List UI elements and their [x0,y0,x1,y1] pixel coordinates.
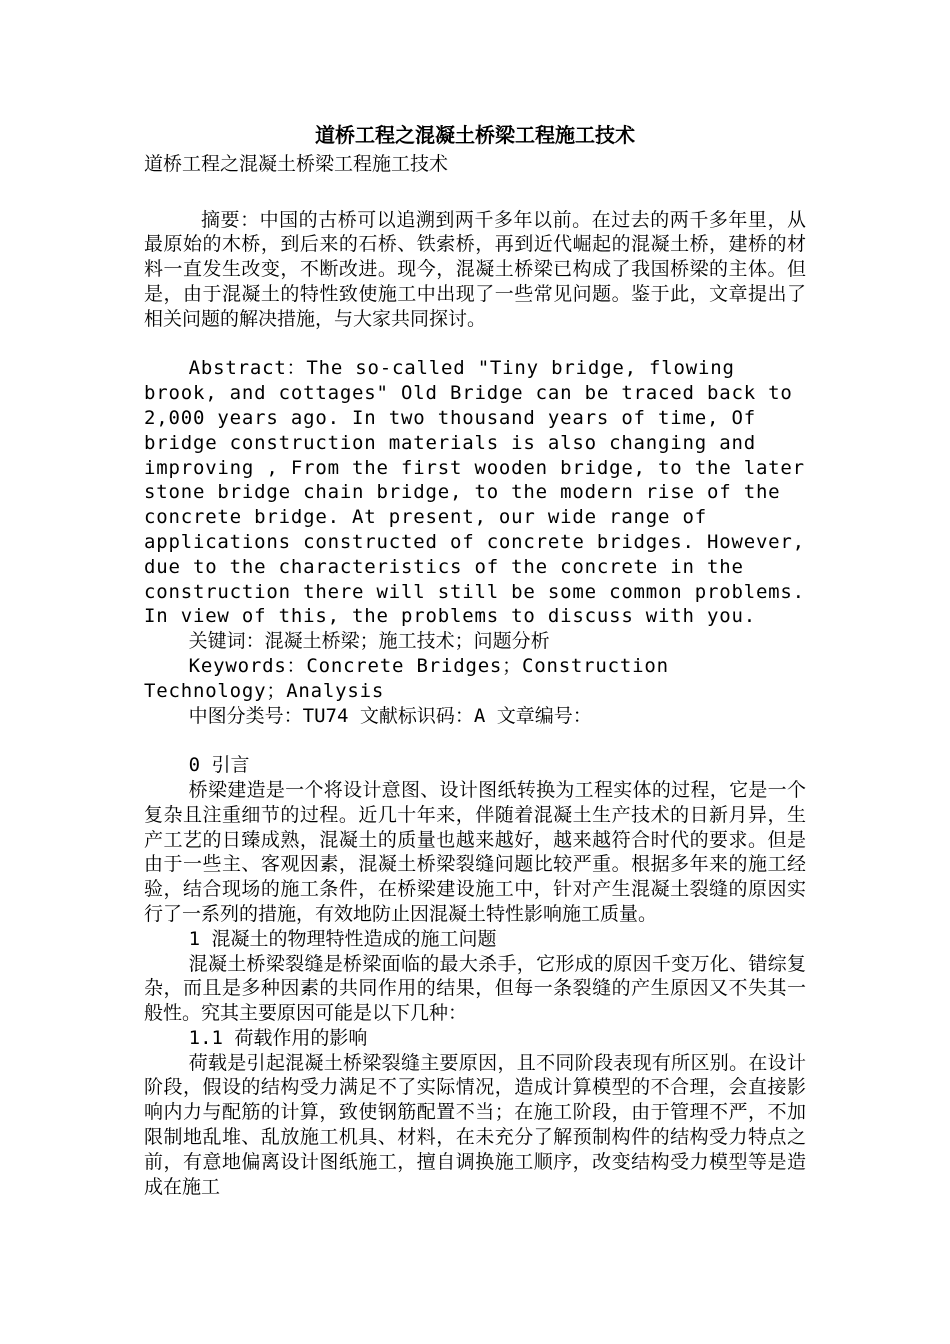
section-1-1-heading: 1.1 荷载作用的影响 [188,1026,368,1049]
spacer [144,332,806,357]
keywords-chinese: 关键词：混凝土桥梁；施工技术；问题分析 [188,630,550,653]
abstract-english: Abstract：The so-called "Tiny bridge, flowing brook, and cottages" Old Bridge can be traced back to 2,000 years ago. In two thousand years of time, Of bridge construction materials is also changing and improving , From the first wooden bridge, to the later stone bridge chain bridge, to the modern rise of the concrete bridge. At present, our wide range of applications constructed of concrete bridges. However, due to the characteristics of the concrete in the construction there will still be some common problems. In view of this, the problems to discuss with you. [144,357,805,628]
document-page [144,118,806,1199]
section-0-paragraph: 桥梁建造是一个将设计意图、设计图纸转换为工程实体的过程，它是一个复杂且注重细节的过程。近几十年来，伴随着混凝土生产技术的日新月异，生产工艺的日臻成熟，混凝土的质量也越来越好，越来越符合时代的要求。但是由于一些主、客观因素，混凝土桥梁裂缝问题比较严重。根据多年来的施工经验，结合现场的施工条件，在桥梁建设施工中，针对产生混凝土裂缝的原因实行了一系列的措施，有效地防止因混凝土特性影响施工质量。 [144,778,806,925]
spacer [144,728,806,753]
section-1-1-paragraph: 荷载是引起混凝土桥梁裂缝主要原因，且不同阶段表现有所区别。在设计阶段，假设的结构受力满足不了实际情况，造成计算模型的不合理，会直接影响内力与配筋的计算，致使钢筋配置不当；在施工阶段，由于管理不严，不加限制地乱堆、乱放施工机具、材料，在未充分了解预制构件的结构受力特点之前，有意地偏离设计图纸施工，擅自调换施工顺序，改变结构受力模型等是造成在施工 [144,1051,806,1198]
section-1-heading: 1 混凝土的物理特性造成的施工问题 [188,927,497,950]
abstract-chinese: 摘要：中国的古桥可以追溯到两千多年以前。在过去的两千多年里，从最原始的木桥，到后来的石桥、铁索桥，再到近代崛起的混凝土桥，建桥的材料一直发生改变，不断改进。现今，混凝土桥梁已构成了我国桥梁的主体。但是，由于混凝土的特性致使施工中出现了一些常见问题。鉴于此，文章提出了相关问题的解决措施，与大家共同探讨。 [144,208,806,330]
keywords-english: Keywords：Concrete Bridges；Construction Technology；Analysis [144,654,669,702]
document-title: 道桥工程之混凝土桥梁工程施工技术 [315,123,635,147]
document-subtitle: 道桥工程之混凝土桥梁工程施工技术 [144,153,449,175]
section-1-paragraph: 混凝土桥梁裂缝是桥梁面临的最大杀手，它形成的原因千变万化、错综复杂，而且是多种因素的共同作用的结果，但每一条裂缝的产生原因又不失其一般性。究其主要原因可能是以下几种： [144,952,806,1025]
classification-line: 中图分类号：TU74 文献标识码：A 文章编号： [188,704,592,727]
spacer [144,177,806,202]
section-0-heading: 0 引言 [188,754,250,777]
